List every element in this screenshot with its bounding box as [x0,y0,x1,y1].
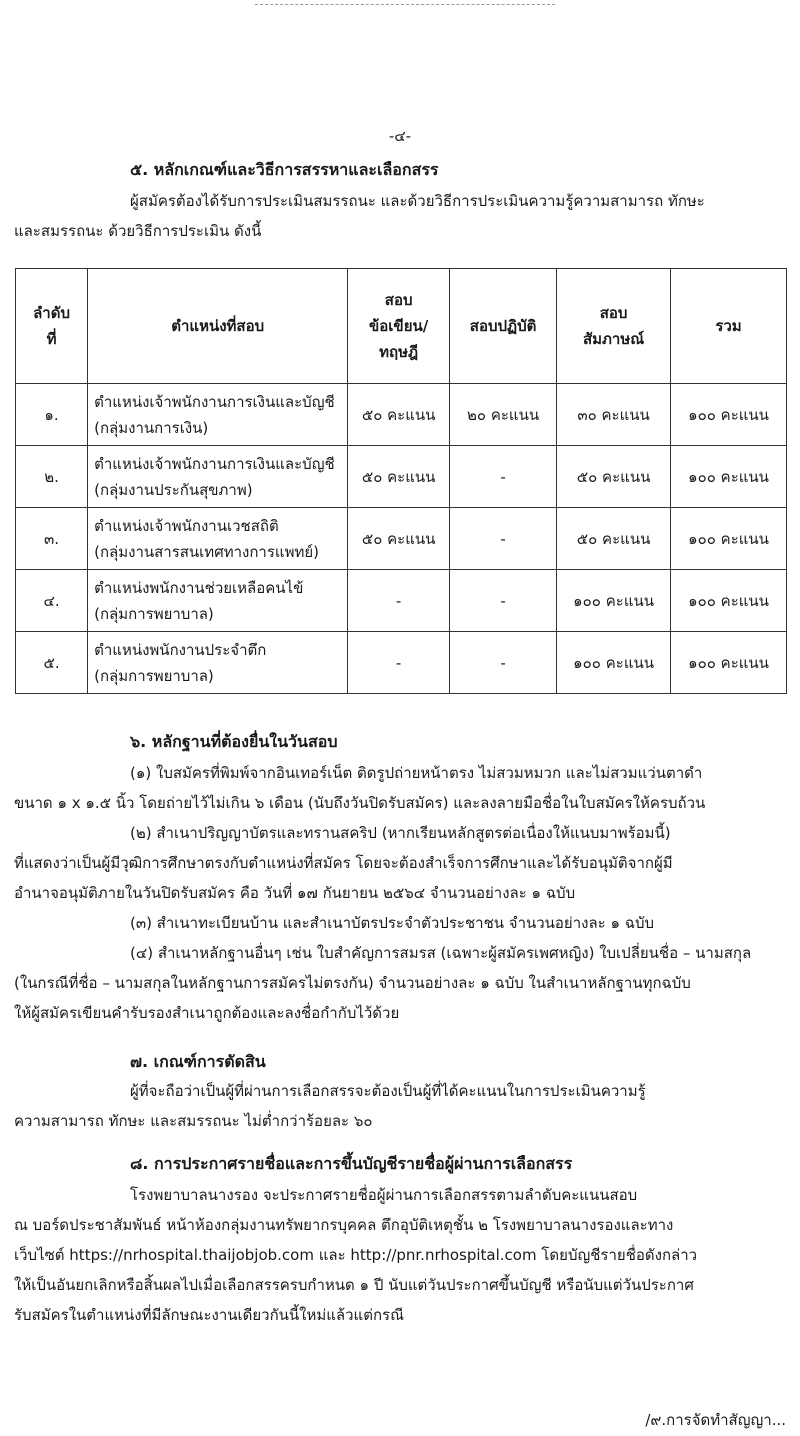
paragraph-line: ผู้ที่จะถือว่าเป็นผู้ที่ผ่านการเลือกสรรจะต้องเป็นผู้ที่ได้คะแนนในการประเมินความรู้ [130,1082,646,1100]
cell-total: ๑๐๐ คะแนน [671,446,787,508]
position-title: ตำแหน่งพนักงานประจำตึก [94,640,267,659]
header-written-line: ข้อเขียน/ [369,317,429,335]
section7-heading: ๗. เกณฑ์การตัดสิน [130,1052,266,1071]
top-divider [255,4,555,5]
cell-practical: - [450,632,557,694]
paragraph-line: (๓) สำเนาทะเบียนบ้าน และสำเนาบัตรประจำตัวประชาชน จำนวนอย่างละ ๑ ฉบับ [130,914,655,932]
cell-position [88,632,348,694]
cell-position [88,508,348,570]
cell-position [88,446,348,508]
section6-heading: ๖. หลักฐานที่ต้องยื่นในวันสอบ [130,732,338,751]
cell-no: ๓. [16,508,88,570]
cell-interview: ๑๐๐ คะแนน [557,570,671,632]
section7-paragraph [14,1076,788,1136]
position-title: ตำแหน่งเจ้าพนักงานการเงินและบัญชี [94,454,335,473]
cell-position [88,384,348,446]
header-written-line: สอบ [384,291,413,309]
paragraph-line: (๔) สำเนาหลักฐานอื่นๆ เช่น ใบสำคัญการสมรส (เฉพาะผู้สมัครเพศหญิง) ใบเปลี่ยนชื่อ – นามสกุล [130,944,752,962]
cell-total: ๑๐๐ คะแนน [671,570,787,632]
cell-no: ๑. [16,384,88,446]
cell-written: ๕๐ คะแนน [348,508,450,570]
cell-interview: ๕๐ คะแนน [557,446,671,508]
position-title: ตำแหน่งพนักงานช่วยเหลือคนไข้ [94,578,304,597]
page-number: -๔- [388,127,412,145]
paragraph-line: ที่แสดงว่าเป็นผู้มีวุฒิการศึกษาตรงกับตำแหน่งที่สมัคร โดยจะต้องสำเร็จการศึกษาและได้รับอนุมัติจากผู้มี [14,854,673,872]
paragraph-line: เว็บไซต์ https://nrhospital.thaijobjob.com และ http://pnr.nrhospital.com โดยบัญชีรายชื่อดังกล่าว [14,1246,698,1264]
header-position: ตำแหน่งที่สอบ [88,269,348,384]
table-row [16,632,787,694]
cell-interview: ๓๐ คะแนน [557,384,671,446]
header-interview-line: สอบ [599,304,628,322]
cell-total: ๑๐๐ คะแนน [671,508,787,570]
cell-no: ๔. [16,570,88,632]
cell-total: ๑๐๐ คะแนน [671,384,787,446]
paragraph-line: โรงพยาบาลนางรอง จะประกาศรายชื่อผู้ผ่านการเลือกสรรตามลำดับคะแนนสอบ [130,1186,638,1204]
position-group: (กลุ่มงานการเงิน) [94,418,209,437]
header-written-line: ทฤษฎี [379,343,419,361]
paragraph-line: ความสามารถ ทักษะ และสมรรถนะ ไม่ต่ำกว่าร้อยละ ๖๐ [14,1112,373,1130]
position-title: ตำแหน่งเจ้าพนักงานการเงินและบัญชี [94,392,335,411]
section8-paragraph [14,1180,788,1330]
score-table [15,268,787,694]
cell-interview: ๕๐ คะแนน [557,508,671,570]
header-interview [557,269,671,384]
position-group: (กลุ่มการพยาบาล) [94,604,214,623]
cell-total: ๑๐๐ คะแนน [671,632,787,694]
paragraph-line: (๑) ใบสมัครที่พิมพ์จากอินเทอร์เน็ต ติดรูปถ่ายหน้าตรง ไม่สวมหมวก และไม่สวมแว่นตาดำ [130,764,703,782]
paragraph-line: (ในกรณีที่ชื่อ – นามสกุลในหลักฐานการสมัครไม่ตรงกัน) จำนวนอย่างละ ๑ ฉบับ ในสำเนาหลักฐานทุกฉบับ [14,974,691,992]
position-title: ตำแหน่งเจ้าพนักงานเวชสถิติ [94,516,279,535]
table-row [16,508,787,570]
cell-no: ๕. [16,632,88,694]
cell-no: ๒. [16,446,88,508]
header-no-line: ที่ [46,330,57,348]
table-row [16,446,787,508]
paragraph-line: ผู้สมัครต้องได้รับการประเมินสมรรถนะ และด้วยวิธีการประเมินความรู้ความสามารถ ทักษะ [130,192,705,210]
section5-paragraph [14,186,788,246]
cell-practical: - [450,446,557,508]
cell-written: - [348,570,450,632]
paragraph-line: ให้ผู้สมัครเขียนคำรับรองสำเนาถูกต้องและลงชื่อกำกับไว้ด้วย [14,1004,400,1022]
paragraph-line: ขนาด ๑ x ๑.๕ นิ้ว โดยถ่ายไว้ไม่เกิน ๖ เดือน (นับถึงวันปิดรับสมัคร) และลงลายมือชื่อในใบสมัครให้ครบถ้วน [14,794,706,812]
table-row [16,570,787,632]
paragraph-line: อำนาจอนุมัติภายในวันปิดรับสมัคร คือ วันที่ ๑๗ กันยายน ๒๕๖๔ จำนวนอย่างละ ๑ ฉบับ [14,884,576,902]
table-header-row [16,269,787,384]
header-interview-line: สัมภาษณ์ [582,330,645,348]
section5-heading: ๕. หลักเกณฑ์และวิธีการสรรหาและเลือกสรร [130,160,439,179]
cell-practical: - [450,570,557,632]
cell-written: ๕๐ คะแนน [348,384,450,446]
header-written [348,269,450,384]
header-total: รวม [671,269,787,384]
cell-practical: - [450,508,557,570]
cell-practical: ๒๐ คะแนน [450,384,557,446]
position-group: (กลุ่มงานสารสนเทศทางการแพทย์) [94,542,320,561]
paragraph-line: (๒) สำเนาปริญญาบัตรและทรานสคริป (หากเรียนหลักสูตรต่อเนื่องให้แนบมาพร้อมนี้) [130,824,671,842]
table-row [16,384,787,446]
cell-written: ๕๐ คะแนน [348,446,450,508]
continuation-note: /๙.การจัดทำสัญญา... [645,1411,786,1429]
cell-written: - [348,632,450,694]
header-no-line: ลำดับ [33,304,70,322]
position-group: (กลุ่มการพยาบาล) [94,666,214,685]
header-no [16,269,88,384]
section8-heading: ๘. การประกาศรายชื่อและการขึ้นบัญชีรายชื่อผู้ผ่านการเลือกสรร [130,1154,573,1173]
section6-paragraph [14,758,788,1028]
header-practical: สอบปฏิบัติ [450,269,557,384]
paragraph-line: ณ บอร์ดประชาสัมพันธ์ หน้าห้องกลุ่มงานทรัพยากรบุคคล ตึกอุบัติเหตุชั้น ๒ โรงพยาบาลนางรองและทาง [14,1216,674,1234]
position-group: (กลุ่มงานประกันสุขภาพ) [94,480,253,499]
paragraph-line: รับสมัครในตำแหน่งที่มีลักษณะงานเดียวกันนี้ใหม่แล้วแต่กรณี [14,1306,405,1324]
paragraph-line: และสมรรถนะ ด้วยวิธีการประเมิน ดังนี้ [14,222,262,240]
cell-position [88,570,348,632]
paragraph-line: ให้เป็นอันยกเลิกหรือสิ้นผลไปเมื่อเลือกสรรครบกำหนด ๑ ปี นับแต่วันประกาศขึ้นบัญชี หรือนับแต่วันประกาศ [14,1276,694,1294]
cell-interview: ๑๐๐ คะแนน [557,632,671,694]
